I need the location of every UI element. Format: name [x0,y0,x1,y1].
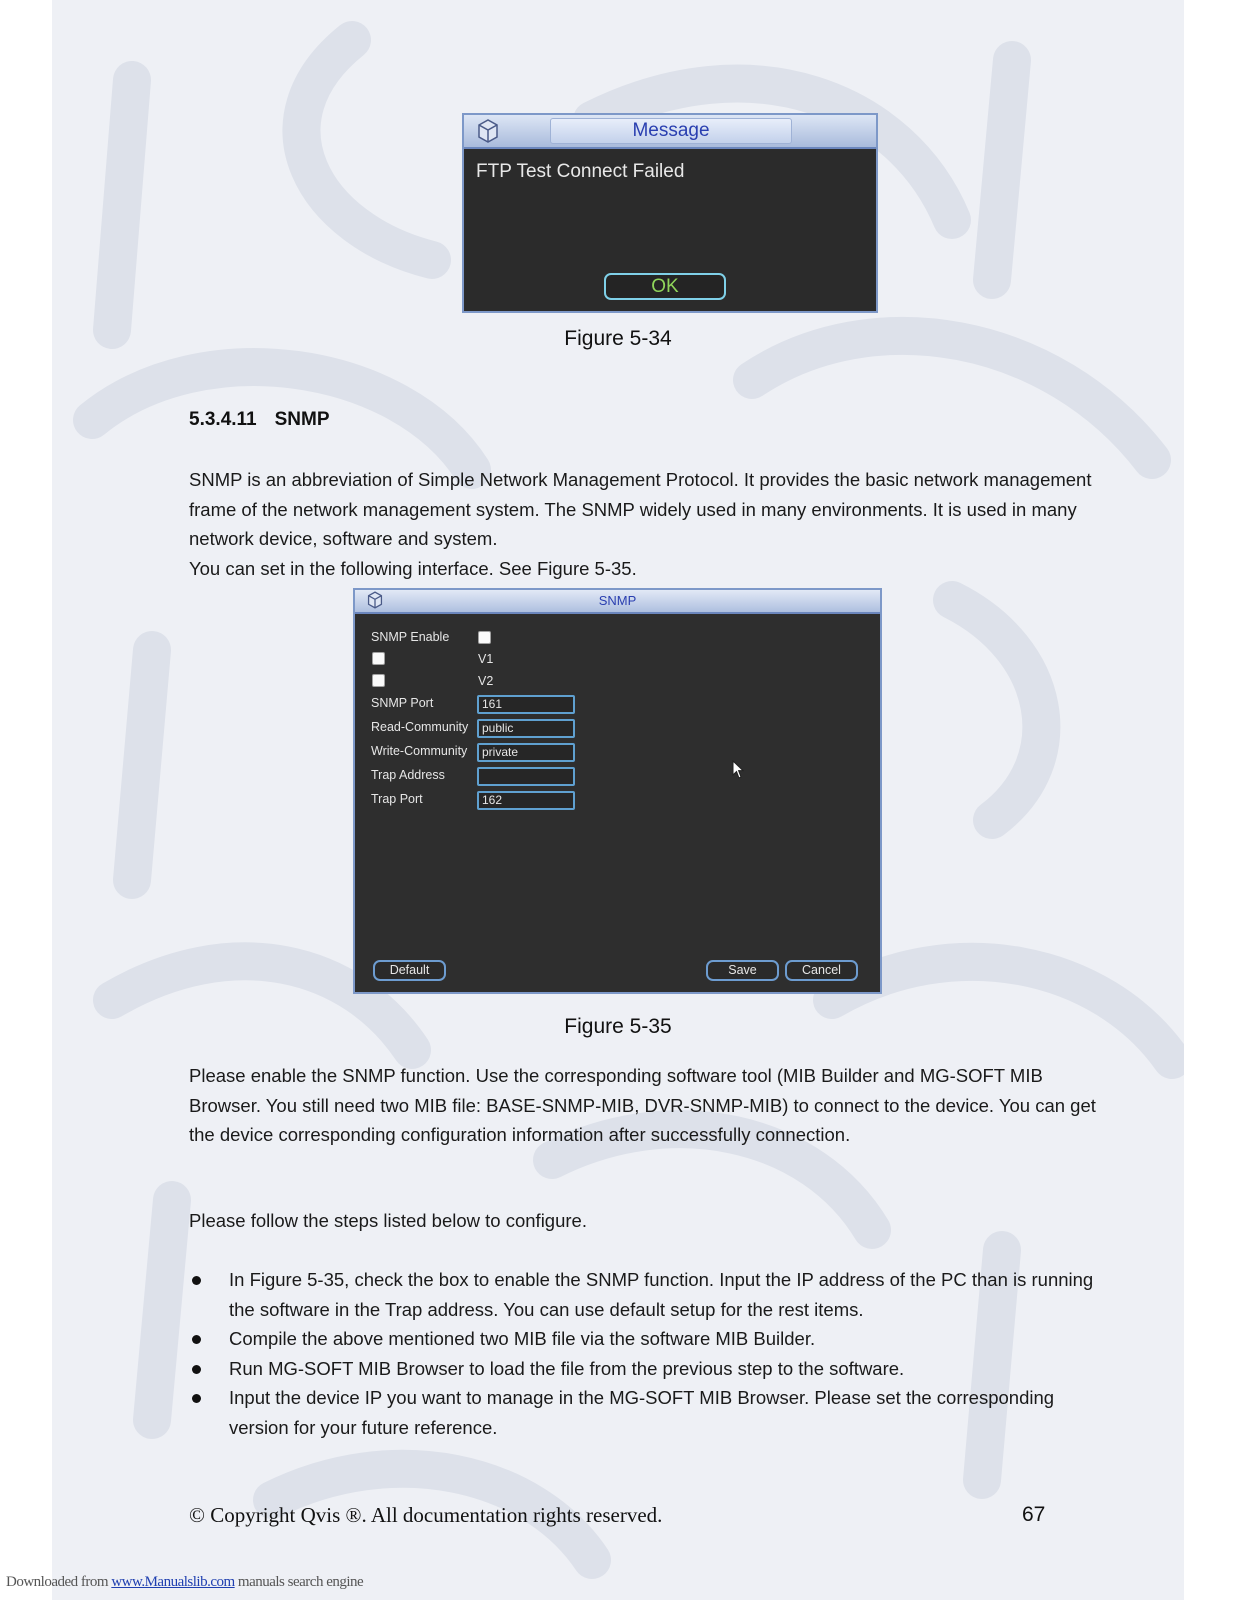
body-paragraph-2: Please follow the steps listed below to configure. [189,1210,587,1231]
write-community-input[interactable]: private [477,743,575,762]
v1-checkbox[interactable] [372,652,385,665]
snmp-title: SNMP [598,593,637,608]
read-community-input[interactable]: public [477,719,575,738]
list-item [189,1324,1099,1354]
figure-caption-5-34: Figure 5-34 [564,327,672,350]
mouse-pointer-icon [732,760,746,780]
list-item [189,1265,1099,1324]
cancel-button[interactable]: Cancel [785,960,858,981]
trap-port-input[interactable]: 162 [477,791,575,810]
message-text: FTP Test Connect Failed [476,161,685,182]
footer-copyright: © Copyright Qvis ®. All documentation rights reserved. [189,1503,663,1527]
trap-address-input[interactable] [477,767,575,786]
list-item [189,1383,1099,1442]
snmp-dialog [353,588,882,994]
v2-label: V2 [478,674,494,688]
see-figure-line: You can set in the following interface. See Figure 5-35. [189,558,637,579]
body-paragraph-1: Please enable the SNMP function. Use the corresponding software tool (MIB Builder and MG-SOFT MIB Browser. You still need two MIB file: BASE-SNMP-MIB, DVR-SNMP-MIB) to connect to the device. You can get the device corresponding configuration information after successfully connection. [189,1065,1096,1145]
snmp-port-input[interactable]: 161 [477,695,575,714]
step-text: Input the device IP you want to manage in the MG-SOFT MIB Browser. Please set the corresponding version for your future reference. [229,1387,1055,1438]
download-prefix: Downloaded from [6,1574,109,1590]
message-dialog [462,113,878,313]
message-titlebar [464,115,876,149]
snmp-titlebar [355,590,880,614]
step-text: Compile the above mentioned two MIB file via the software MIB Builder. [229,1328,816,1349]
download-suffix: manuals search engine [237,1574,364,1590]
snmp-enable-label: SNMP Enable [371,630,450,644]
intro-paragraph: SNMP is an abbreviation of Simple Network Management Protocol. It provides the basic network management frame of the network management system. The SNMP widely used in many environments. It is used in many network device, software and system. [189,469,1092,549]
v1-label: V1 [478,652,494,666]
read-community-label: Read-Community [371,720,469,734]
snmp-enable-checkbox[interactable] [478,631,491,644]
section-number: 5.3.4.11 [189,409,257,430]
manualslib-link[interactable]: www.Manualslib.com [111,1574,235,1590]
message-title: Message [550,118,792,144]
bullet-icon [192,1394,201,1403]
section-title: SNMP [274,409,330,430]
app-logo-icon [474,117,502,145]
trap-port-label: Trap Port [371,792,423,806]
step-text: In Figure 5-35, check the box to enable the SNMP function. Input the IP address of the PC than is running the software in the Trap address. You can use default setup for the rest items. [229,1269,1094,1320]
snmp-port-label: SNMP Port [371,696,434,710]
save-button[interactable]: Save [706,960,779,981]
write-community-label: Write-Community [371,744,468,758]
page-number: 67 [1022,1503,1046,1526]
steps-list [189,1265,1099,1442]
ok-button[interactable]: OK [604,273,726,300]
step-text: Run MG-SOFT MIB Browser to load the file from the previous step to the software. [229,1357,905,1379]
default-button[interactable]: Default [373,960,446,981]
bullet-icon [192,1365,201,1374]
document-page [52,0,1184,1600]
section-heading [189,409,330,431]
figure-caption-5-35: Figure 5-35 [564,1015,672,1038]
v2-checkbox[interactable] [372,674,385,687]
bullet-icon [192,1335,201,1344]
download-attribution [6,1574,363,1591]
bullet-icon [192,1276,201,1285]
list-item [189,1354,1099,1384]
trap-address-label: Trap Address [371,768,445,782]
